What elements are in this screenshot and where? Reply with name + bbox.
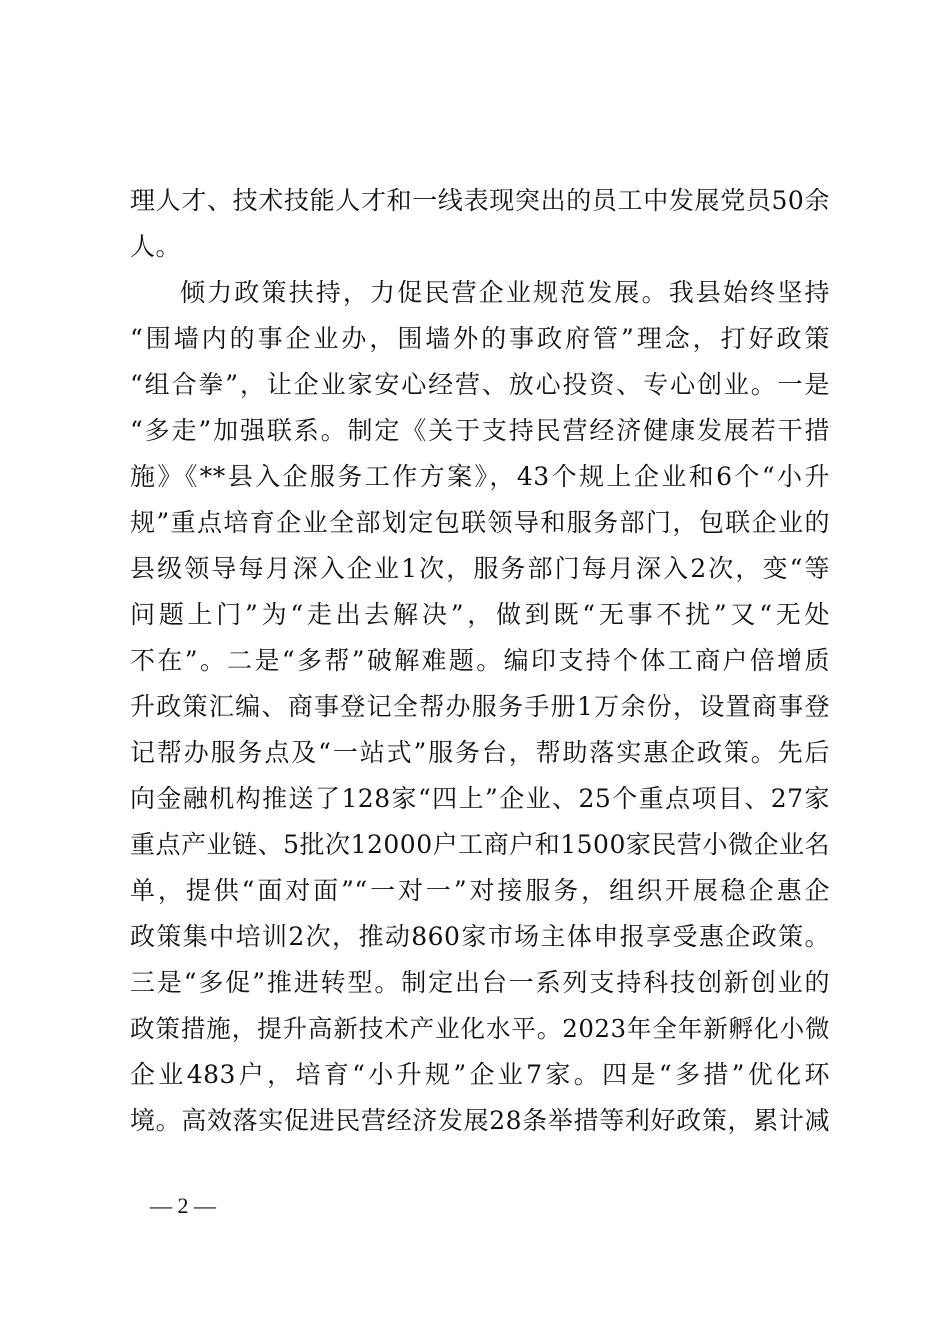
- text-line: 政策措施，提升高新技术产业化水平。2023年全年新孵化小微: [130, 1014, 830, 1043]
- text-line: 问题上门”为“走出去解决”，做到既“无事不扰”又“无处: [130, 600, 830, 629]
- text-line: 单，提供“面对面”“一对一”对接服务，组织开展稳企惠企: [130, 876, 830, 905]
- text-line: 规”重点培育企业全部划定包联领导和服务部门，包联企业的: [130, 508, 830, 537]
- text-line: “多走”加强联系。制定《关于支持民营经济健康发展若干措: [130, 416, 830, 445]
- text-line: 境。高效落实促进民营经济发展28条举措等利好政策，累计减: [130, 1106, 830, 1135]
- text-line: 企业483户，培育“小升规”企业7家。四是“多措”优化环: [130, 1060, 830, 1089]
- text-line: 人。: [130, 232, 182, 261]
- text-line: 县级领导每月深入企业1次，服务部门每月深入2次，变“等: [130, 554, 830, 583]
- text-line: 记帮办服务点及“一站式”服务台，帮助落实惠企政策。先后: [130, 738, 830, 767]
- text-line: 三是“多促”推进转型。制定出台一系列支持科技创新创业的: [130, 968, 830, 997]
- text-line: 施》《**县入企服务工作方案》，43个规上企业和6个“小升: [130, 462, 830, 491]
- text-line: 不在”。二是“多帮”破解难题。编印支持个体工商户倍增质: [130, 646, 830, 675]
- text-line: 政策集中培训2次，推动860家市场主体申报享受惠企政策。: [130, 922, 830, 951]
- text-line: “围墙内的事企业办，围墙外的事政府管”理念，打好政策: [130, 324, 830, 353]
- text-line: 向金融机构推送了128家“四上”企业、25个重点项目、27家: [130, 784, 830, 813]
- text-line: 重点产业链、5批次12000户工商户和1500家民营小微企业名: [130, 830, 830, 859]
- text-line: “组合拳”，让企业家安心经营、放心投资、专心创业。一是: [130, 370, 830, 399]
- page-number: — 2 —: [150, 1193, 216, 1218]
- paragraph-heading-line: 倾力政策扶持，力促民营企业规范发展。我县始终坚持: [180, 278, 830, 307]
- text-line: 升政策汇编、商事登记全帮办服务手册1万余份，设置商事登: [130, 692, 830, 721]
- text-line: 理人才、技术技能人才和一线表现突出的员工中发展党员50余: [130, 186, 830, 215]
